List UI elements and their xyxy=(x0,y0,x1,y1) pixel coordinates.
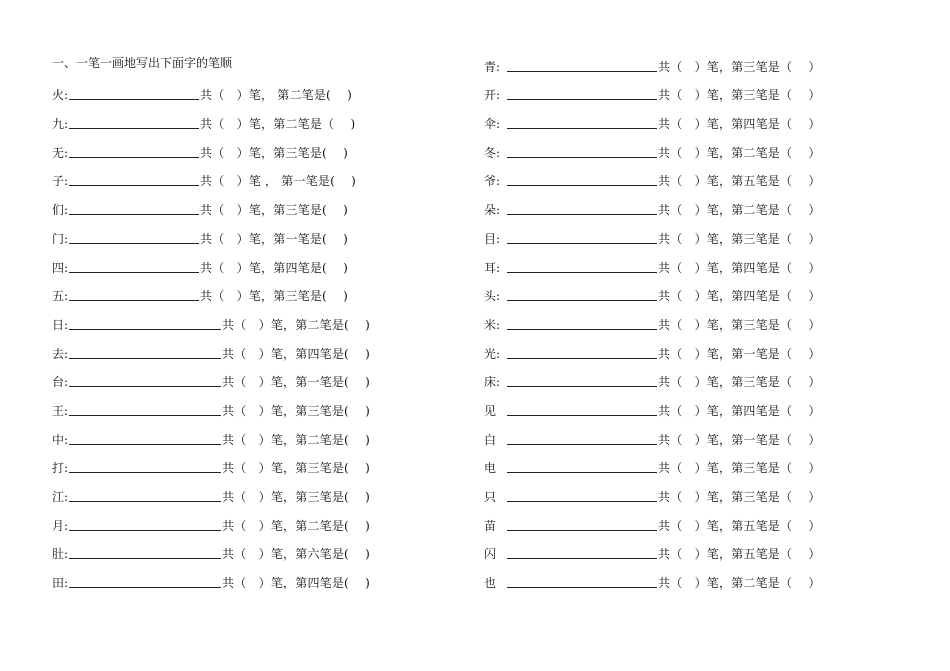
character-label: 开: xyxy=(484,88,501,103)
row-content xyxy=(52,198,348,224)
answer-blank-line[interactable] xyxy=(69,471,221,473)
row-content xyxy=(484,112,821,138)
answer-blank-line[interactable] xyxy=(69,184,199,186)
stroke-order-row xyxy=(52,568,452,597)
character-label: 冬: xyxy=(484,145,501,160)
character-label: 台: xyxy=(52,375,69,390)
stroke-order-row xyxy=(52,167,452,196)
stroke-order-row xyxy=(52,368,452,397)
stroke-question-text: 共（ ）笔，第五笔是（ ） xyxy=(658,547,821,562)
answer-blank-line[interactable] xyxy=(507,328,657,330)
character-label: 光: xyxy=(484,346,501,361)
row-content xyxy=(484,428,821,454)
answer-blank-line[interactable] xyxy=(507,357,657,359)
row-content xyxy=(52,342,370,368)
row-content xyxy=(484,313,821,339)
answer-blank-line[interactable] xyxy=(507,443,657,445)
stroke-order-row xyxy=(484,511,884,540)
answer-blank-line[interactable] xyxy=(69,529,221,531)
answer-blank-line[interactable] xyxy=(69,271,199,273)
answer-blank-line[interactable] xyxy=(507,271,657,273)
stroke-order-row xyxy=(484,282,884,311)
answer-blank-line[interactable] xyxy=(507,213,657,215)
answer-blank-line[interactable] xyxy=(507,98,657,100)
answer-blank-line[interactable] xyxy=(69,414,221,416)
answer-blank-line[interactable] xyxy=(69,213,199,215)
answer-blank-line[interactable] xyxy=(69,328,221,330)
stroke-question-text: 共（ ）笔，第四笔是( ) xyxy=(222,576,371,591)
stroke-question-text: 共（ ）笔，第四笔是( ) xyxy=(222,346,371,361)
answer-blank-line[interactable] xyxy=(507,385,657,387)
stroke-order-row xyxy=(484,109,884,138)
stroke-order-row xyxy=(484,81,884,110)
stroke-question-text: 共（ ）笔，第五笔是（ ） xyxy=(658,174,821,189)
answer-blank-line[interactable] xyxy=(507,70,657,72)
row-content xyxy=(52,256,348,282)
row-content xyxy=(52,456,370,482)
stroke-question-text: 共（ ）笔，第四笔是（ ） xyxy=(658,289,821,304)
answer-blank-line[interactable] xyxy=(507,299,657,301)
character-label: 也 xyxy=(484,576,497,591)
stroke-order-row xyxy=(484,253,884,282)
row-content xyxy=(52,169,356,195)
answer-blank-line[interactable] xyxy=(69,299,199,301)
character-label: 中: xyxy=(52,432,69,447)
row-content xyxy=(484,83,821,109)
row-content xyxy=(52,399,370,425)
stroke-question-text: 共（ ）笔，第二笔是（ ） xyxy=(658,145,821,160)
stroke-order-row xyxy=(484,568,884,597)
row-content xyxy=(484,284,821,310)
stroke-question-text: 共（ ）笔，第二笔是（ ) xyxy=(200,117,356,132)
stroke-order-row xyxy=(52,540,452,569)
character-label: 耳: xyxy=(484,260,501,275)
stroke-question-text: 共（ ）笔，第三笔是( ) xyxy=(222,461,371,476)
row-content xyxy=(52,112,355,138)
stroke-order-row xyxy=(52,511,452,540)
character-label: 电 xyxy=(484,461,497,476)
row-content xyxy=(52,284,348,310)
stroke-question-text: 共（ ）笔，第三笔是( ) xyxy=(200,203,349,218)
stroke-order-row xyxy=(52,81,452,110)
stroke-question-text: 共（ ）笔，第三笔是（ ） xyxy=(658,317,821,332)
character-label: 伞: xyxy=(484,117,501,132)
stroke-order-row xyxy=(484,454,884,483)
row-content xyxy=(484,256,821,282)
answer-blank-line[interactable] xyxy=(507,586,657,588)
stroke-question-text: 共（ ）笔，第二笔是（ ） xyxy=(658,203,821,218)
answer-blank-line[interactable] xyxy=(507,557,657,559)
answer-blank-line[interactable] xyxy=(507,529,657,531)
stroke-order-row xyxy=(484,482,884,511)
character-label: 田: xyxy=(52,576,69,591)
character-label: 无: xyxy=(52,145,69,160)
answer-blank-line[interactable] xyxy=(69,357,221,359)
stroke-order-row xyxy=(484,224,884,253)
stroke-question-text: 共（ ）笔，第三笔是（ ） xyxy=(658,375,821,390)
row-content xyxy=(484,485,821,511)
stroke-question-text: 共（ ）笔，第二笔是( ) xyxy=(222,432,371,447)
character-label: 日: xyxy=(52,317,69,332)
stroke-order-row xyxy=(52,339,452,368)
left-column xyxy=(52,52,452,597)
character-label: 爷: xyxy=(484,174,501,189)
stroke-question-text: 共（ ）笔，第三笔是( ) xyxy=(222,403,371,418)
stroke-order-row xyxy=(484,138,884,167)
character-label: 闪 xyxy=(484,547,497,562)
answer-blank-line[interactable] xyxy=(69,242,199,244)
row-content xyxy=(484,571,821,597)
stroke-order-row xyxy=(52,310,452,339)
stroke-order-row xyxy=(52,195,452,224)
stroke-order-row xyxy=(52,282,452,311)
stroke-question-text: 共（ ）笔，第一笔是( ) xyxy=(200,231,349,246)
character-label: 江: xyxy=(52,490,69,504)
section-heading: 一、一笔一画地写出下面字的笔顺 xyxy=(52,56,233,70)
character-label: 们: xyxy=(52,203,69,218)
answer-blank-line[interactable] xyxy=(69,557,221,559)
character-label: 床: xyxy=(484,375,501,390)
right-column xyxy=(484,52,884,597)
row-content xyxy=(52,542,370,568)
row-content xyxy=(484,456,821,482)
stroke-question-text: 共（ ）笔，第六笔是( ) xyxy=(222,547,371,562)
answer-blank-line[interactable] xyxy=(69,156,199,158)
stroke-order-row xyxy=(484,310,884,339)
character-label: 门: xyxy=(52,231,69,246)
answer-blank-line[interactable] xyxy=(69,385,221,387)
stroke-order-row xyxy=(52,253,452,282)
stroke-order-row xyxy=(484,540,884,569)
answer-blank-line[interactable] xyxy=(69,443,221,445)
stroke-question-text: 共（ ）笔 ， 第一笔是( ) xyxy=(200,174,357,189)
stroke-order-row xyxy=(52,109,452,138)
character-label: 肚: xyxy=(52,547,69,562)
character-label: 青: xyxy=(484,59,501,74)
row-content xyxy=(52,227,348,253)
answer-blank-line[interactable] xyxy=(507,184,657,186)
character-label: 苗 xyxy=(484,518,497,533)
stroke-order-row xyxy=(484,368,884,397)
stroke-question-text: 共（ ）笔，第四笔是（ ） xyxy=(658,403,821,418)
character-label: 见 xyxy=(484,403,497,418)
stroke-question-text: 共（ ）笔，第二笔是( ) xyxy=(222,518,371,533)
stroke-order-row xyxy=(484,425,884,454)
row-content xyxy=(52,485,370,511)
stroke-question-text: 共（ ）笔，第一笔是( ) xyxy=(222,375,371,390)
row-content xyxy=(484,542,821,568)
character-label: 米: xyxy=(484,317,501,332)
stroke-question-text: 共（ ）笔，第二笔是（ ） xyxy=(658,576,821,591)
stroke-question-text: 共（ ）笔，第三笔是（ ） xyxy=(658,231,821,246)
character-label: 目: xyxy=(484,231,501,246)
row-content xyxy=(52,83,352,109)
stroke-order-row xyxy=(52,425,452,454)
row-content xyxy=(484,399,821,425)
stroke-question-text: 共（ ）笔，第一笔是（ ） xyxy=(658,346,821,361)
character-label: 五: xyxy=(52,289,69,304)
stroke-order-row xyxy=(484,195,884,224)
row-content xyxy=(52,141,348,167)
character-label: 头: xyxy=(484,289,501,304)
row-content xyxy=(52,514,370,540)
stroke-question-text: 共（ ）笔，第三笔是（ ） xyxy=(658,59,821,74)
stroke-order-row xyxy=(52,454,452,483)
stroke-question-text: 共（ ）笔，第三笔是（ ） xyxy=(658,461,821,476)
answer-blank-line[interactable] xyxy=(69,127,199,129)
stroke-order-row xyxy=(484,396,884,425)
stroke-question-text: 共（ ）笔，第四笔是（ ） xyxy=(658,117,821,132)
stroke-question-text: 共（ ）笔，第三笔是( ) xyxy=(200,289,349,304)
character-label: 火: xyxy=(52,88,69,103)
stroke-order-row xyxy=(52,224,452,253)
stroke-order-row xyxy=(484,339,884,368)
row-content xyxy=(484,141,821,167)
answer-blank-line[interactable] xyxy=(507,242,657,244)
answer-blank-line[interactable] xyxy=(507,471,657,473)
answer-blank-line[interactable] xyxy=(69,500,221,502)
character-label: 王: xyxy=(52,403,69,418)
character-label: 四: xyxy=(52,260,69,275)
character-label: 白 xyxy=(484,432,497,447)
row-content xyxy=(52,428,370,454)
stroke-question-text: 共（ ）笔，第三笔是( ) xyxy=(200,145,349,160)
answer-blank-line[interactable] xyxy=(507,414,657,416)
stroke-order-row xyxy=(484,52,884,81)
answer-blank-line[interactable] xyxy=(507,500,657,502)
character-label: 只 xyxy=(484,490,497,504)
row-content xyxy=(484,169,821,195)
character-label: 去: xyxy=(52,346,69,361)
answer-blank-line[interactable] xyxy=(507,127,657,129)
stroke-question-text: 共（ ）笔，第五笔是（ ） xyxy=(658,518,821,533)
answer-blank-line[interactable] xyxy=(69,98,199,100)
row-content xyxy=(484,198,821,224)
stroke-order-row xyxy=(484,167,884,196)
row-content xyxy=(484,55,821,81)
stroke-question-text: 共（ ）笔，第四笔是（ ） xyxy=(658,260,821,275)
row-content xyxy=(52,571,370,597)
stroke-question-text: 共（ ）笔，第四笔是( ) xyxy=(200,260,349,275)
stroke-order-row xyxy=(52,138,452,167)
stroke-question-text: 共（ ）笔，第二笔是( ) xyxy=(222,317,371,332)
stroke-question-text: 共（ ）笔，第三笔是（ ） xyxy=(658,490,821,504)
stroke-order-row xyxy=(52,396,452,425)
row-content xyxy=(484,370,821,396)
character-label: 朵: xyxy=(484,203,501,218)
row-content xyxy=(484,227,821,253)
row-content xyxy=(484,514,821,540)
answer-blank-line[interactable] xyxy=(507,156,657,158)
row-content xyxy=(484,342,821,368)
stroke-question-text: 共（ ）笔，第一笔是（ ） xyxy=(658,432,821,447)
character-label: 九: xyxy=(52,117,69,132)
stroke-order-row xyxy=(52,482,452,511)
row-content xyxy=(52,313,370,339)
stroke-question-text: 共（ ）笔，第三笔是（ ） xyxy=(658,88,821,103)
answer-blank-line[interactable] xyxy=(69,586,221,588)
row-content xyxy=(52,370,370,396)
character-label: 打: xyxy=(52,461,69,476)
character-label: 子: xyxy=(52,174,69,189)
stroke-question-text: 共（ ）笔，第三笔是( ) xyxy=(222,490,371,504)
character-label: 月: xyxy=(52,518,69,533)
stroke-question-text: 共（ ）笔， 第二笔是( ) xyxy=(200,88,353,103)
